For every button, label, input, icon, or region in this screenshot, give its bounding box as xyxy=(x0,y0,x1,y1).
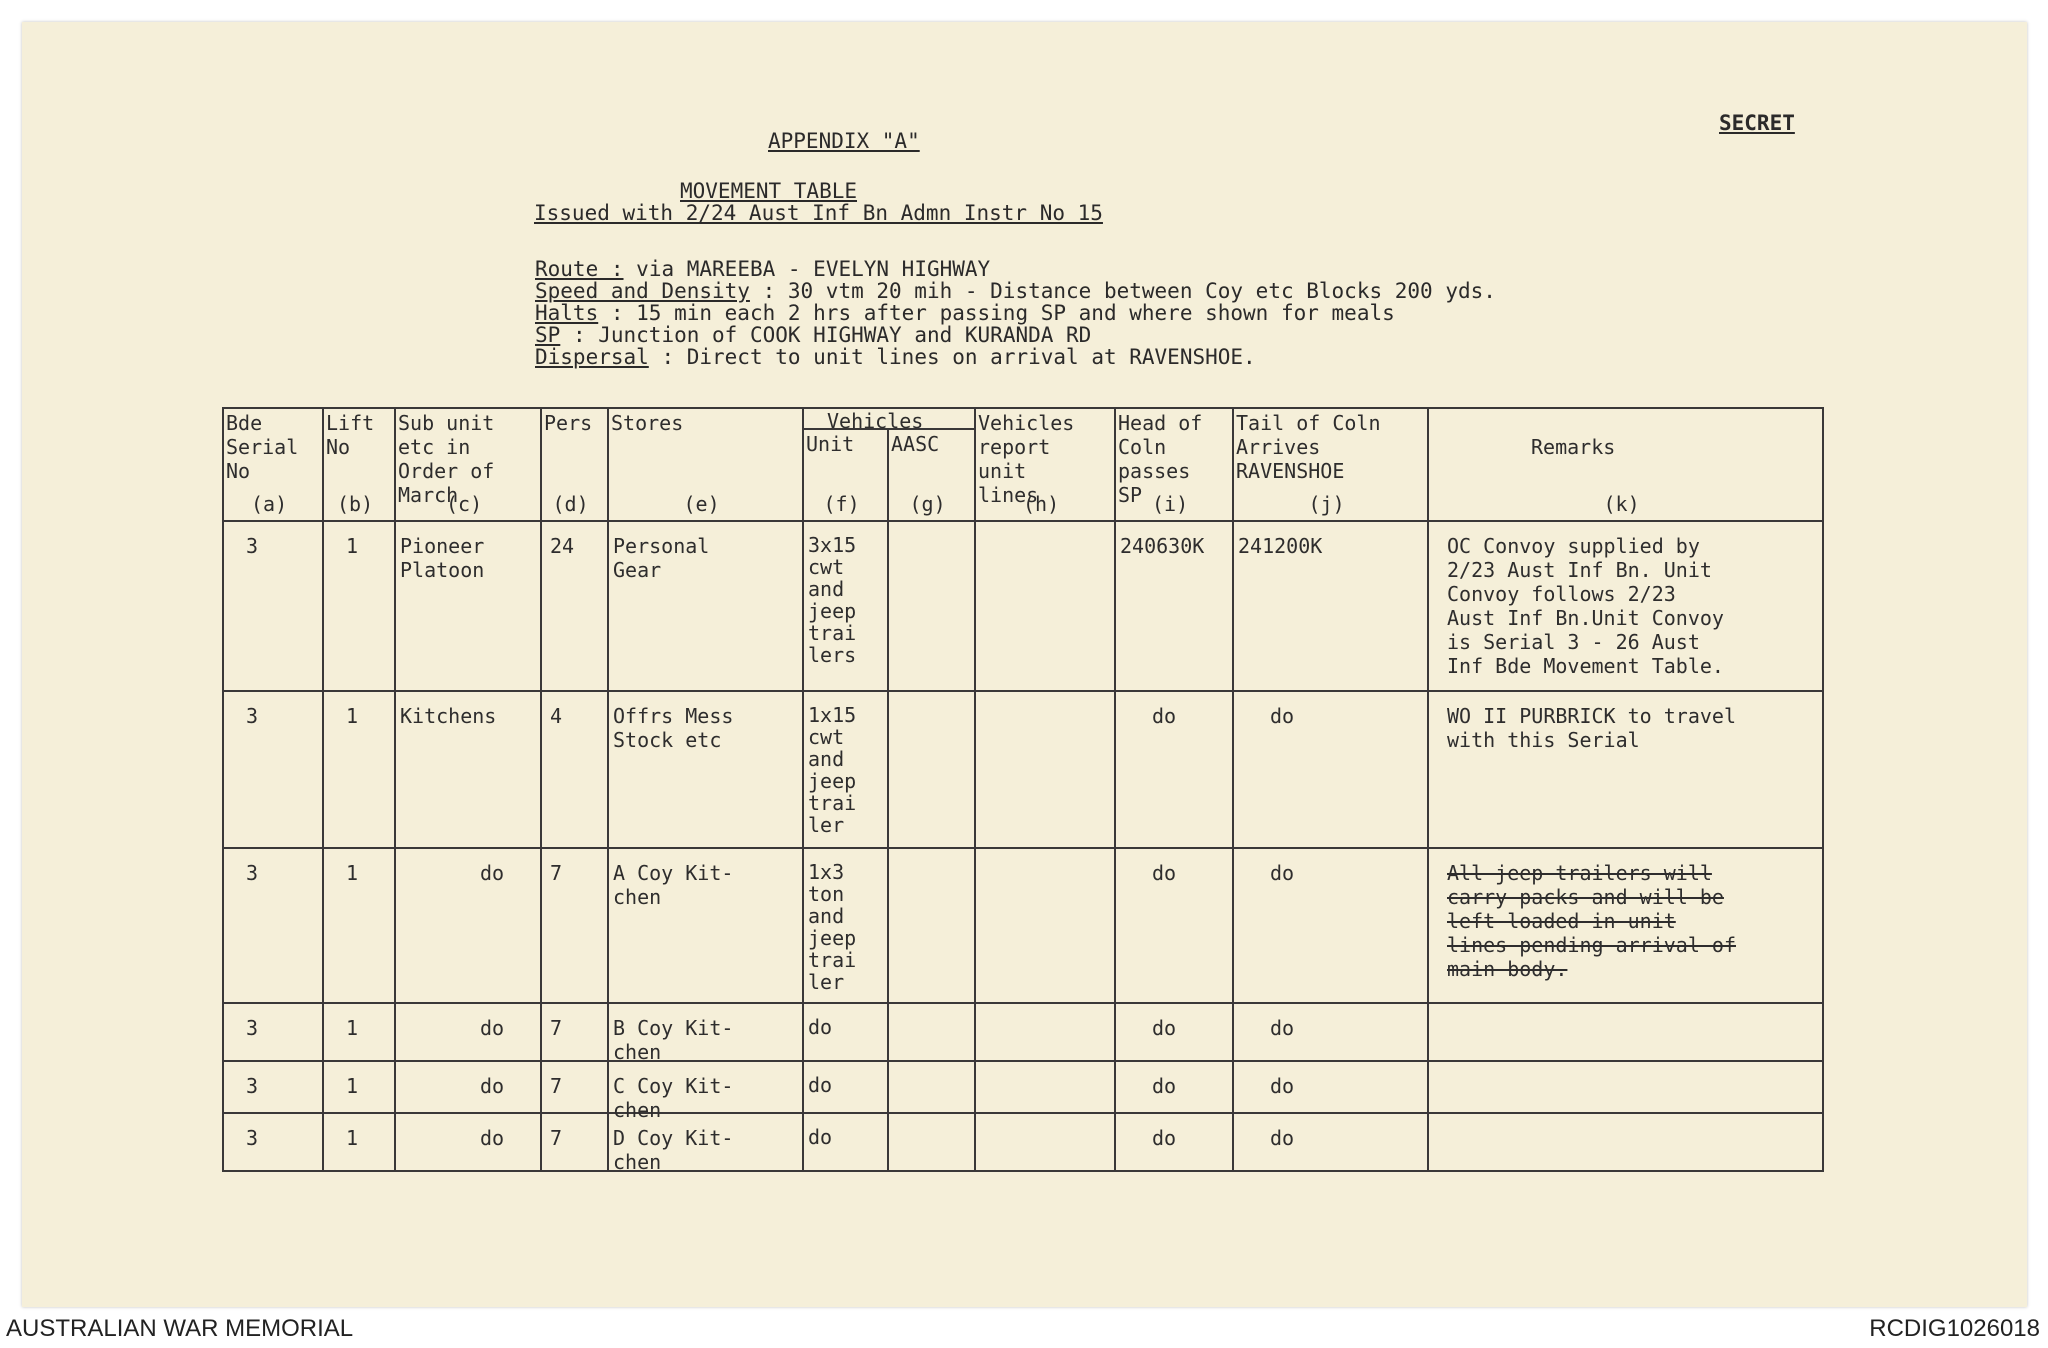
speed-line xyxy=(535,280,1496,303)
sp-value: : Junction of COOK HIGHWAY and KURANDA RD xyxy=(572,323,1092,347)
table-cell-stores: Personal Gear xyxy=(613,534,710,582)
speed-label: Speed and Density xyxy=(535,279,750,303)
table-cell-lift: 1 xyxy=(346,1126,359,1150)
column-header: Lift No xyxy=(326,411,375,459)
footer-catalogue-id: RCDIG1026018 xyxy=(1869,1315,2040,1342)
table-cell-tail: 241200K xyxy=(1238,534,1323,558)
table-row-rule xyxy=(222,1112,1822,1114)
column-key: (c) xyxy=(446,492,483,516)
dispersal-label: Dispersal xyxy=(535,345,649,369)
table-cell-head: do xyxy=(1152,704,1177,728)
table-row-rule xyxy=(222,1060,1822,1062)
table-column-rule xyxy=(607,407,609,1172)
column-key: (j) xyxy=(1308,492,1345,516)
table-cell-unit: 1x15 cwt and jeep trai ler xyxy=(808,703,857,837)
table-cell-lift: 1 xyxy=(346,861,359,885)
table-cell-head: do xyxy=(1152,861,1177,885)
table-cell-pers: 7 xyxy=(550,1126,563,1150)
table-row-rule xyxy=(222,520,1822,522)
table-cell-subunit: do xyxy=(480,1126,505,1150)
column-key: (d) xyxy=(552,492,589,516)
table-cell-serial: 3 xyxy=(246,534,259,558)
table-cell-lift: 1 xyxy=(346,704,359,728)
halts-label: Halts xyxy=(535,301,599,325)
column-header: Tail of Coln Arrives RAVENSHOE xyxy=(1236,411,1381,483)
column-header: Vehicles report unit lines xyxy=(978,411,1075,507)
table-cell-lift: 1 xyxy=(346,534,359,558)
table-cell-tail: do xyxy=(1270,1126,1295,1150)
column-key: (f) xyxy=(823,492,860,516)
table-cell-stores: D Coy Kit- chen xyxy=(613,1126,734,1174)
classification-stamp: SECRET xyxy=(1719,111,1795,135)
table-cell-tail: do xyxy=(1270,1074,1295,1098)
document-title: MOVEMENT TABLE xyxy=(680,179,858,203)
table-cell-unit: do xyxy=(808,1125,833,1149)
table-cell-subunit: do xyxy=(480,1016,505,1040)
table-column-rule xyxy=(222,407,224,1172)
dispersal-value: : Direct to unit lines on arrival at RAVENSHOE. xyxy=(661,345,1256,369)
table-row-rule xyxy=(222,407,1822,409)
sp-label: SP xyxy=(535,323,561,347)
table-column-rule xyxy=(1114,407,1116,1172)
table-column-rule xyxy=(540,407,542,1172)
table-cell-head: do xyxy=(1152,1016,1177,1040)
table-cell-serial: 3 xyxy=(246,1016,259,1040)
table-cell-pers: 4 xyxy=(550,704,563,728)
table-cell-unit: 1x3 ton and jeep trai ler xyxy=(808,860,857,994)
table-cell-tail: do xyxy=(1270,861,1295,885)
table-cell-tail: do xyxy=(1270,1016,1295,1040)
column-key: (a) xyxy=(251,492,288,516)
table-column-rule xyxy=(1427,407,1429,1172)
table-cell-pers: 7 xyxy=(550,1074,563,1098)
column-key: (g) xyxy=(909,492,946,516)
table-cell-head: 240630K xyxy=(1120,534,1205,558)
table-cell-pers: 24 xyxy=(550,534,575,558)
halts-value: : 15 min each 2 hrs after passing SP and where shown for meals xyxy=(610,301,1395,325)
sp-line xyxy=(535,324,1091,347)
table-cell-head: do xyxy=(1152,1126,1177,1150)
table-cell-stores: C Coy Kit- chen xyxy=(613,1074,734,1122)
table-cell-unit: 3x15 cwt and jeep trai lers xyxy=(808,533,857,667)
table-row-rule xyxy=(222,1170,1822,1172)
column-key: (e) xyxy=(683,492,720,516)
column-key: (k) xyxy=(1603,492,1640,516)
table-row-rule xyxy=(222,1002,1822,1004)
table-cell-serial: 3 xyxy=(246,704,259,728)
table-cell-unit: do xyxy=(808,1015,833,1039)
table-cell-head: do xyxy=(1152,1074,1177,1098)
column-header: Remarks xyxy=(1531,435,1616,459)
route-label: Route : xyxy=(535,257,624,281)
vehicles-group-header: Vehicles xyxy=(827,409,924,433)
column-header: Bde Serial No xyxy=(226,411,299,483)
table-cell-unit: do xyxy=(808,1073,833,1097)
table-cell-remarks: OC Convoy supplied by 2/23 Aust Inf Bn. Unit Convoy follows 2/23 Aust Inf Bn.Unit Convoy is Serial 3 - 26 Aust Inf Bde Movement Table. xyxy=(1447,534,1724,678)
table-cell-stores: A Coy Kit- chen xyxy=(613,861,734,909)
speed-value: : 30 vtm 20 mih - Distance between Coy etc Blocks 200 yds. xyxy=(762,279,1496,303)
table-cell-lift: 1 xyxy=(346,1074,359,1098)
column-key: (b) xyxy=(337,492,374,516)
table-cell-tail: do xyxy=(1270,704,1295,728)
table-cell-stores: Offrs Mess Stock etc xyxy=(613,704,734,752)
table-cell-subunit: Pioneer Platoon xyxy=(400,534,485,582)
table-cell-serial: 3 xyxy=(246,1074,259,1098)
table-cell-subunit: do xyxy=(480,1074,505,1098)
table-cell-lift: 1 xyxy=(346,1016,359,1040)
document-subtitle: Issued with 2/24 Aust Inf Bn Admn Instr No 15 xyxy=(534,201,1103,225)
table-row-rule xyxy=(222,847,1822,849)
halts-line xyxy=(535,302,1395,325)
table-cell-remarks: All jeep trailers will carry packs and will be left loaded in unit lines pending arrival of main body. xyxy=(1447,861,1736,981)
table-cell-serial: 3 xyxy=(246,1126,259,1150)
table-column-rule xyxy=(394,407,396,1172)
table-cell-pers: 7 xyxy=(550,861,563,885)
document-page xyxy=(22,22,2027,1307)
appendix-heading: APPENDIX "A" xyxy=(768,129,920,153)
table-cell-serial: 3 xyxy=(246,861,259,885)
column-header: Sub unit etc in Order of March xyxy=(398,411,495,507)
column-header: Unit xyxy=(806,432,855,456)
column-header: AASC xyxy=(891,432,940,456)
dispersal-line xyxy=(535,346,1256,369)
column-header: Stores xyxy=(611,411,684,435)
route-value: via MAREEBA - EVELYN HIGHWAY xyxy=(636,257,991,281)
table-column-rule xyxy=(322,407,324,1172)
table-cell-stores: B Coy Kit- chen xyxy=(613,1016,734,1064)
table-column-rule xyxy=(1822,407,1824,1172)
table-cell-remarks: WO II PURBRICK to travel with this Serial xyxy=(1447,704,1736,752)
column-header: Pers xyxy=(544,411,593,435)
column-key: (i) xyxy=(1152,492,1189,516)
table-cell-subunit: Kitchens xyxy=(400,704,497,728)
table-column-rule xyxy=(1232,407,1234,1172)
column-key: (h) xyxy=(1023,492,1060,516)
table-cell-pers: 7 xyxy=(550,1016,563,1040)
table-cell-subunit: do xyxy=(480,861,505,885)
footer-institution: AUSTRALIAN WAR MEMORIAL xyxy=(6,1315,354,1342)
route-line xyxy=(535,258,990,281)
table-row-rule xyxy=(222,690,1822,692)
column-header: Head of Coln passes SP xyxy=(1118,411,1203,507)
table-column-rule xyxy=(974,407,976,1172)
